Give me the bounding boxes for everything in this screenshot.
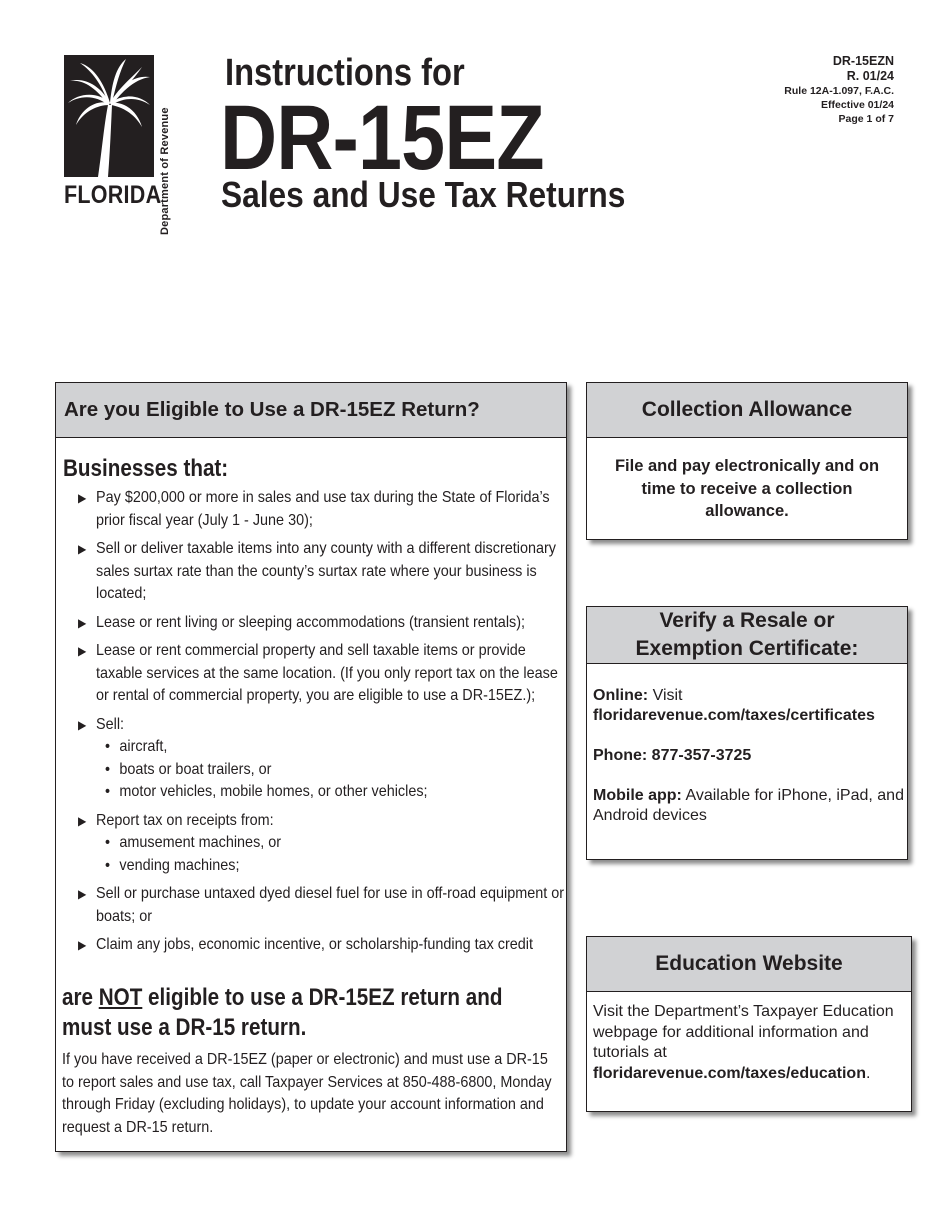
businesses-that-heading: Businesses that: (63, 455, 229, 482)
sell-sublist (96, 736, 569, 804)
eligibility-list (78, 487, 568, 963)
not-eligible-heading: are NOT eligible to use a DR-15EZ return and must use a DR-15 return. (62, 984, 503, 1041)
collection-allowance-text: File and pay electronically and on time to receive a collection allowance. (614, 457, 880, 520)
list-item: ▶ Sell or deliver taxable items into any county with a different discretionary sales surtax rate than the county’s surtax rate where your business is located; (78, 540, 556, 602)
arrow-icon: ▶ (78, 938, 87, 952)
arrow-icon: ▶ (78, 813, 87, 828)
verify-certificate-box (586, 606, 908, 860)
collection-allowance-heading: Collection Allowance (587, 383, 907, 438)
arrow-icon: ▶ (78, 644, 87, 658)
florida-dor-logo (64, 55, 172, 235)
form-revision: R. 01/24 (846, 69, 894, 83)
taxpayer-services-note: If you have received a DR-15EZ (paper or electronic) and must use a DR-15 to report sales and use tax, call Taxpayer Services at 850-488-6800, Monday through Friday (excluding holidays), to update your account information and request a DR-15 return. (62, 1051, 552, 1136)
list-item: ▶ Claim any jobs, economic incentive, or scholarship-funding tax credit (78, 934, 569, 957)
sub-list-item: • boats or boat trailers, or (103, 759, 568, 782)
arrow-icon: ▶ (78, 491, 87, 505)
sub-list-item: • amusement machines, or (103, 832, 568, 855)
list-item: ▶ Lease or rent commercial property and sell taxable items or provide taxable services at the same location. (If you only report tax on the lease or rental of commercial property, you are eligible to use a DR-15EZ.); (78, 642, 558, 704)
eligibility-box (55, 382, 567, 1152)
online-info: Online: Visit floridarevenue.com/taxes/certificates (593, 687, 875, 724)
list-item: ▶ Pay $200,000 or more in sales and use tax during the State of Florida’s prior fiscal year (July 1 - June 30); (78, 489, 550, 529)
form-name-title: DR-15EZ (220, 87, 544, 189)
instructions-for-heading: Instructions for (225, 52, 465, 94)
form-rule: Rule 12A-1.097, F.A.C. (784, 85, 894, 97)
verify-certificate-heading: Verify a Resale or Exemption Certificate: (587, 607, 907, 664)
list-item: ▶ Sell: • aircraft, • boats or boat trailers, or • motor vehicles, mobile homes, or other vehicles; (78, 714, 569, 804)
arrow-icon: ▶ (78, 542, 87, 556)
arrow-icon: ▶ (78, 887, 87, 901)
list-item: ▶ Sell or purchase untaxed dyed diesel fuel for use in off-road equipment or boats; or (78, 885, 565, 925)
department-of-revenue-text: Department of Revenue (159, 107, 171, 235)
education-website-heading: Education Website (587, 937, 911, 992)
form-info-block (784, 54, 894, 126)
eligibility-heading: Are you Eligible to Use a DR-15EZ Return? (56, 383, 566, 438)
sub-list-item: • motor vehicles, mobile homes, or other vehicles; (103, 781, 568, 804)
sub-list-item: • vending machines; (103, 855, 568, 878)
collection-allowance-box (586, 382, 908, 540)
page-number: Page 1 of 7 (838, 113, 894, 125)
list-item: ▶ Lease or rent living or sleeping accommodations (transient rentals); (78, 612, 569, 635)
receipts-sublist (96, 832, 569, 877)
certificates-link[interactable]: floridarevenue.com/taxes/certificates (593, 707, 875, 724)
palm-tree-icon (64, 55, 154, 177)
education-website-text: Visit the Department’s Taxpayer Education webpage for additional information and tutorials at floridarevenue.com/taxes/education. (593, 1003, 894, 1082)
form-number: DR-15EZN (832, 54, 894, 68)
arrow-icon: ▶ (78, 717, 87, 732)
mobile-app-info: Mobile app: Available for iPhone, iPad, and Android devices (593, 787, 904, 824)
phone-info: Phone: 877-357-3725 (593, 747, 752, 764)
arrow-icon: ▶ (78, 615, 87, 630)
form-effective-date: Effective 01/24 (821, 99, 894, 111)
form-subtitle: Sales and Use Tax Returns (221, 174, 626, 215)
sub-list-item: • aircraft, (103, 736, 568, 759)
list-item: ▶ Report tax on receipts from: • amusement machines, or • vending machines; (78, 810, 569, 878)
education-link[interactable]: floridarevenue.com/taxes/education (593, 1064, 866, 1082)
florida-wordmark: FLORIDA (64, 181, 162, 209)
education-website-box (586, 936, 912, 1112)
